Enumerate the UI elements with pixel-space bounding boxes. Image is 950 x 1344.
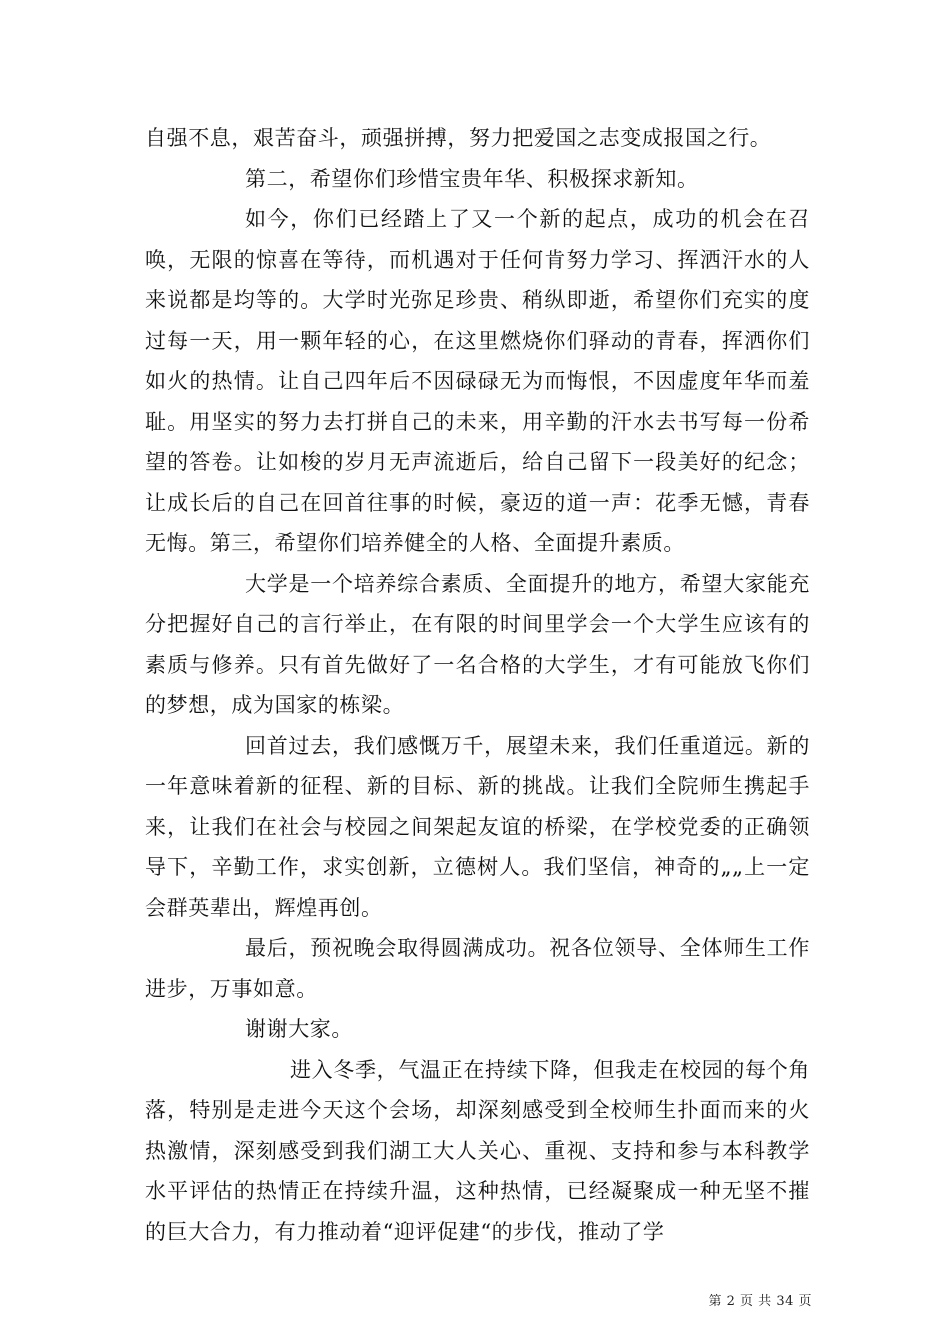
document-body	[145, 118, 810, 1252]
page-number-footer: 第 2 页 共 34 页	[708, 1294, 812, 1309]
paragraph-2: 第二，希望你们珍惜宝贵年华、积极探求新知。	[245, 166, 699, 191]
paragraph-8: 进入冬季，气温正在持续下降，但我走在校园的每个角落，特别是走进今天这个会场，却深刻感受到全校师生扑面而来的火热激情，深刻感受到我们湖工大人关心、重视、支持和参与本科教学水平评估的热情正在持续升温，这种热情，已经凝聚成一种无坚不摧的巨大合力，有力推动着“迎评促建“的步伐，推动了学	[145, 1057, 810, 1244]
paragraph-7: 谢谢大家。	[245, 1017, 353, 1041]
paragraph-5: 回首过去，我们感慨万千，展望未来，我们任重道远。新的一年意味着新的征程、新的目标、新的挑战。让我们全院师生携起手来，让我们在社会与校园之间架起友谊的桥梁，在学校党委的正确领导下，辛勤工作，求实创新，立德树人。我们坚信，神奇的„„上一定会群英辈出，辉煌再创。	[145, 733, 810, 920]
paragraph-4: 大学是一个培养综合素质、全面提升的地方，希望大家能充分把握好自己的言行举止，在有限的时间里学会一个大学生应该有的素质与修养。只有首先做好了一名合格的大学生，才有可能放飞你们的梦想，成为国家的栋梁。	[145, 571, 810, 717]
paragraph-3: 如今，你们已经踏上了又一个新的起点，成功的机会在召唤，无限的惊喜在等待，而机遇对于任何肯努力学习、挥洒汗水的人来说都是均等的。大学时光弥足珍贵、稍纵即逝，希望你们充实的度过每一天，用一颗年轻的心，在这里燃烧你们驿动的青春，挥洒你们如火的热情。让自己四年后不因碌碌无为而悔恨，不因虚度年华而羞耻。用坚实的努力去打拼自己的未来，用辛勤的汗水去书写每一份希望的答卷。让如梭的岁月无声流逝后，给自己留下一段美好的纪念；让成长后的自己在回首往事的时候，豪迈的道一声：花季无憾，青春无悔。第三，希望你们培养健全的人格、全面提升素质。	[145, 207, 810, 555]
paragraph-1: 自强不息，艰苦奋斗，顽强拼搏，努力把爱国之志变成报国之行。	[145, 126, 772, 150]
paragraph-6: 最后，预祝晚会取得圆满成功。祝各位领导、全体师生工作进步，万事如意。	[145, 936, 810, 1001]
